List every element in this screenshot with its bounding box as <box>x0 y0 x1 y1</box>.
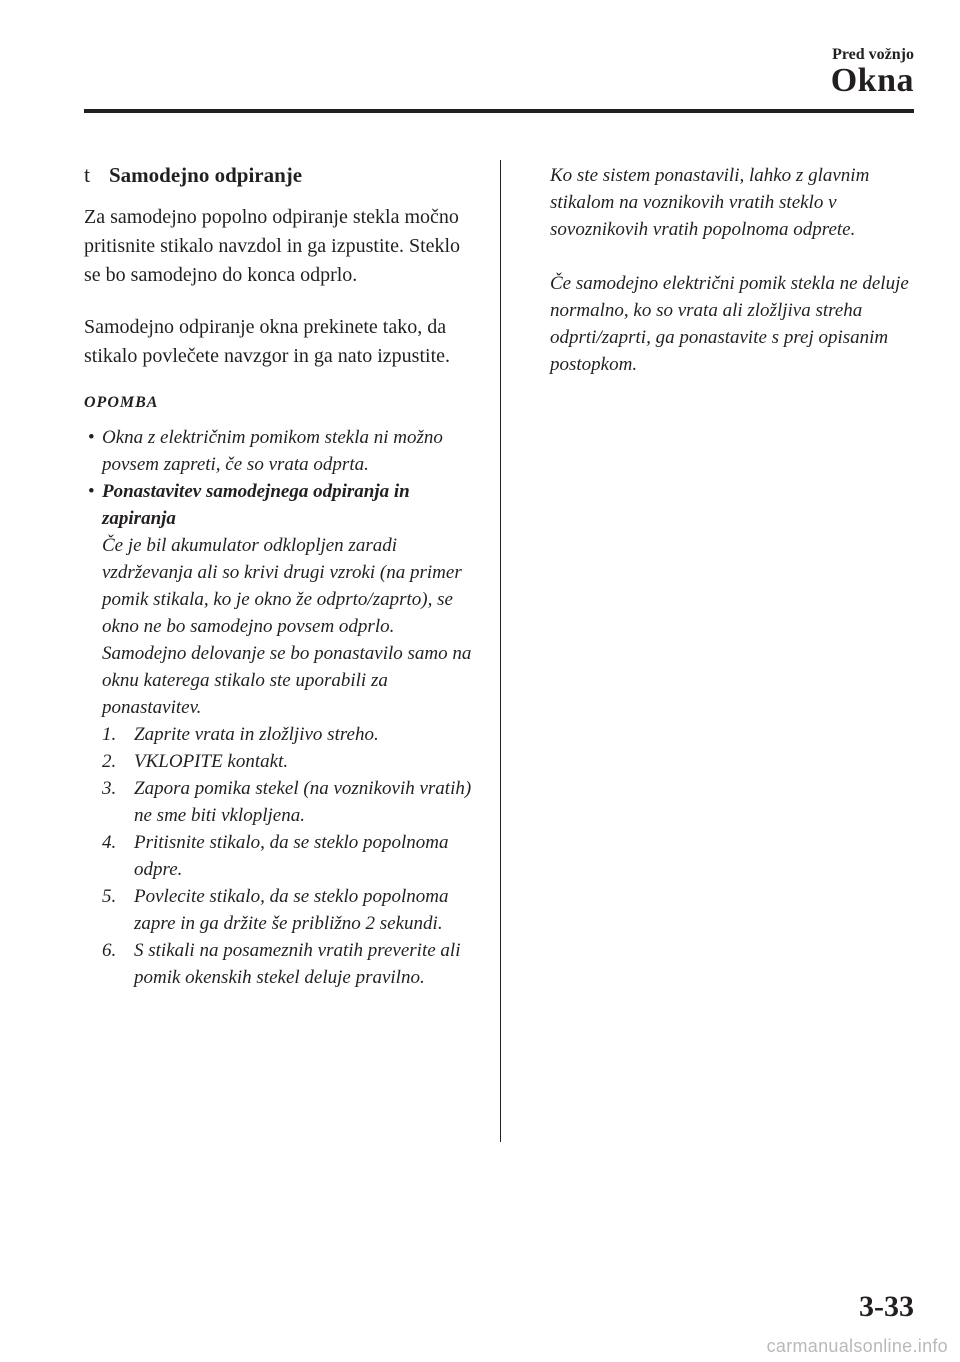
step-text: Pritisnite stikalo, da se steklo popolnoma odpre. <box>134 832 449 880</box>
page-number: 3-33 <box>859 1290 914 1323</box>
step-item <box>84 883 474 937</box>
column-divider <box>500 160 501 1142</box>
paragraph-stop-open: Samodejno odpiranje okna prekinete tako, da stikalo povlečete navzgor in ga nato izpustite. <box>84 316 450 367</box>
step-text: VKLOPITE kontakt. <box>134 751 289 772</box>
section-marker-icon: t <box>84 162 91 187</box>
header-rule <box>84 109 914 113</box>
page-title: Okna <box>830 62 914 99</box>
step-item <box>84 829 474 883</box>
step-item <box>84 937 474 991</box>
bullet-title: Ponastavitev samodejnega odpiranja in zapiranja <box>102 481 410 529</box>
note-body <box>84 424 474 991</box>
bullet-dot-icon: • <box>88 481 95 502</box>
step-number: 2. <box>102 751 117 772</box>
step-text: Zapora pomika stekel (na voznikovih vratih) ne sme biti vklopljena. <box>134 778 472 826</box>
steps-list <box>102 721 474 991</box>
bullet-paragraph: Samodejno delovanje se bo ponastavilo samo na oknu katerega stikalo ste uporabili za ponastavitev. <box>102 643 472 718</box>
step-text: Povlecite stikalo, da se steklo popolnoma zapre in ga držite še približno 2 sekundi. <box>134 886 449 934</box>
step-number: 5. <box>102 886 117 907</box>
subheading-text: Samodejno odpiranje <box>109 163 303 187</box>
paragraph-reset-advice: Če samodejno električni pomik stekla ne deluje normalno, ko so vrata ali zložljiva streha odprti/zaprti, ga ponastavite s prej opisanim postopkom. <box>550 273 909 375</box>
step-item <box>84 775 474 829</box>
bullet-dot-icon: • <box>88 427 95 448</box>
step-number: 4. <box>102 832 117 853</box>
note-bullet <box>84 424 474 478</box>
note-bullet <box>84 478 474 991</box>
section-label: Pred vožnjo <box>832 46 914 63</box>
step-item <box>84 721 474 748</box>
step-text: S stikali na posameznih vratih preverite ali pomik okenskih stekel deluje pravilno. <box>134 940 461 988</box>
note-title: OPOMBA <box>84 394 159 411</box>
paragraph-auto-open: Za samodejno popolno odpiranje stekla močno pritisnite stikalo navzdol in ga izpustite. Steklo se bo samodejno do konca odprlo. <box>84 206 461 286</box>
step-number: 6. <box>102 940 117 961</box>
left-column <box>84 160 474 991</box>
step-item <box>84 748 474 775</box>
step-text: Zaprite vrata in zložljivo streho. <box>134 724 379 745</box>
step-number: 3. <box>102 778 117 799</box>
watermark: carmanualsonline.info <box>766 1336 948 1356</box>
right-column <box>550 162 930 405</box>
subheading <box>84 160 474 190</box>
bullet-paragraph: Če je bil akumulator odklopljen zaradi vzdrževanja ali so krivi drugi vzroki (na primer pomik stikala, ko je okno že odprto/zaprto), se okno ne bo samodejno povsem odprlo. <box>102 535 462 637</box>
paragraph-after-reset: Ko ste sistem ponastavili, lahko z glavnim stikalom na voznikovih vratih steklo v sovoznikovih vratih popolnoma odprete. <box>550 165 870 240</box>
step-number: 1. <box>102 724 117 745</box>
bullet-text: Okna z električnim pomikom stekla ni možno povsem zapreti, če so vrata odprta. <box>102 427 443 475</box>
